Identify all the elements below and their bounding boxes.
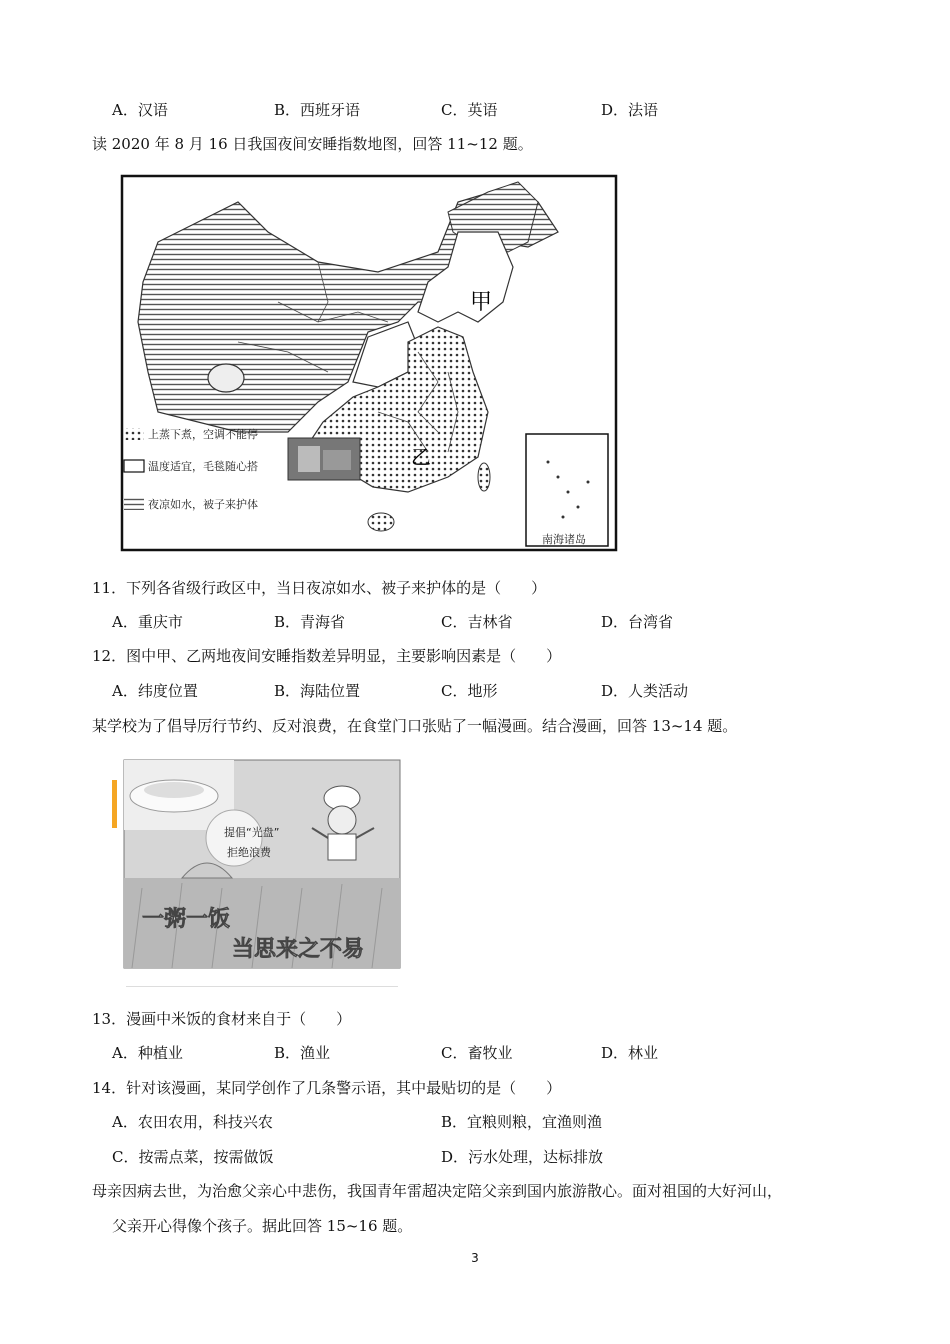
cartoon-big-line-1: 一粥一饭 [142, 907, 231, 932]
q11-stem: 11．下列各省级行政区中，当日夜凉如水、被子来护体的是（ ） [92, 579, 547, 597]
q12-option-b[interactable]: B．海陆位置 [274, 682, 361, 700]
cartoon-slogan-2: 拒绝浪费 [227, 846, 271, 859]
q14-option-a[interactable]: A．农田农用，科技兴农 [112, 1113, 273, 1131]
q12-option-a[interactable]: A．纬度位置 [112, 682, 198, 700]
q13-stem: 13．漫画中米饭的食材来自于（ ） [92, 1010, 352, 1028]
q10-option-b[interactable]: B．西班牙语 [274, 101, 361, 119]
legend-hot: 上蒸下煮，空调不能停 [148, 428, 258, 441]
legend-comfortable: 温度适宜，毛毯随心搭 [148, 460, 258, 473]
q12-option-c[interactable]: C．地形 [441, 682, 498, 700]
q13-option-a[interactable]: A．种植业 [112, 1044, 183, 1062]
q14-stem: 14．针对该漫画，某同学创作了几条警示语，其中最贴切的是（ ） [92, 1079, 562, 1097]
intro-15-16-line-2: 父亲开心得像个孩子。据此回答 15~16 题。 [112, 1217, 413, 1235]
q11-option-b[interactable]: B．青海省 [274, 613, 346, 631]
q14-option-c[interactable]: C．按需点菜，按需做饭 [112, 1148, 274, 1166]
saving-food-cartoon [112, 758, 402, 988]
q10-option-c[interactable]: C．英语 [441, 101, 498, 119]
inset-label: 南海诸岛 [542, 533, 586, 546]
q14-option-b[interactable]: B．宜粮则粮，宜渔则渔 [441, 1113, 603, 1131]
page-number: 3 [471, 1251, 479, 1265]
cartoon-big-line-2: 当思来之不易 [232, 937, 365, 962]
intro-11-12: 读 2020 年 8 月 16 日我国夜间安睡指数地图，回答 11~12 题。 [92, 135, 533, 153]
cartoon-slogan-1: 提倡“光盘” [224, 826, 280, 839]
q12-option-d[interactable]: D．人类活动 [601, 682, 689, 700]
q11-option-c[interactable]: C．吉林省 [441, 613, 513, 631]
q13-option-d[interactable]: D．林业 [601, 1044, 659, 1062]
intro-13-14: 某学校为了倡导厉行节约、反对浪费，在食堂门口张贴了一幅漫画。结合漫画，回答 13~14 题。 [92, 717, 738, 735]
q10-option-d[interactable]: D．法语 [601, 101, 659, 119]
q13-option-b[interactable]: B．渔业 [274, 1044, 331, 1062]
intro-15-16-line-1: 母亲因病去世，为治愈父亲心中悲伤，我国青年雷超决定陪父亲到国内旅游散心。面对祖国的大好河山， [92, 1182, 783, 1200]
china-sleep-index-map [118, 172, 618, 554]
map-label-yi: 乙 [411, 445, 431, 469]
q11-option-a[interactable]: A．重庆市 [112, 613, 183, 631]
q11-option-d[interactable]: D．台湾省 [601, 613, 674, 631]
cartoon-underline [126, 986, 398, 987]
q12-stem: 12．图中甲、乙两地夜间安睡指数差异明显，主要影响因素是（ ） [92, 647, 562, 665]
q14-option-d[interactable]: D．污水处理，达标排放 [441, 1148, 604, 1166]
map-label-jia: 甲 [470, 290, 493, 315]
q10-option-a[interactable]: A．汉语 [112, 101, 168, 119]
q13-option-c[interactable]: C．畜牧业 [441, 1044, 513, 1062]
legend-cool: 夜凉如水，被子来护体 [148, 498, 258, 511]
